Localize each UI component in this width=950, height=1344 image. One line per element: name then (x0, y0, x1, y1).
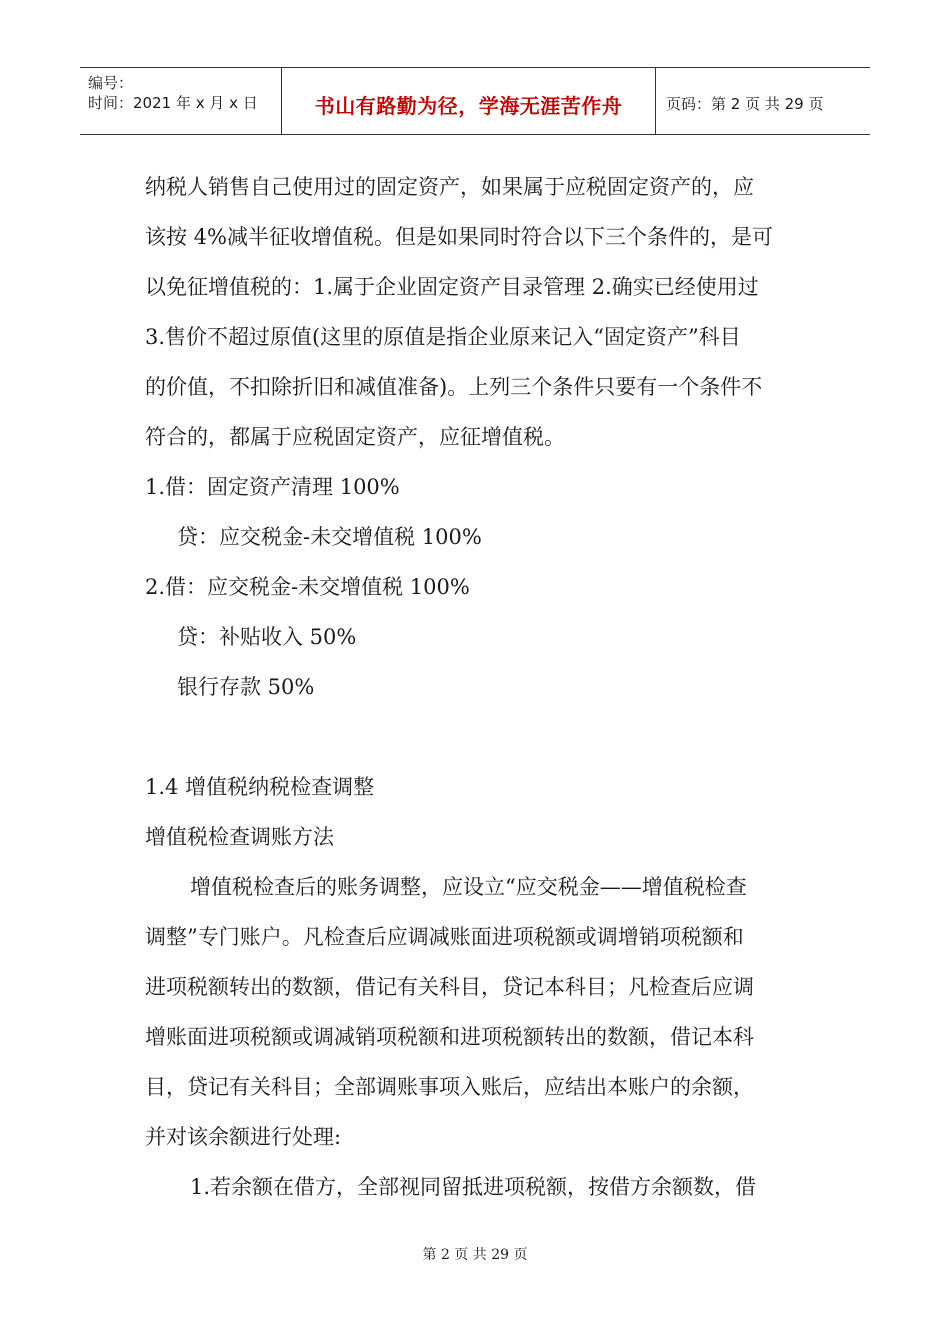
paragraph-line: 增值税检查后的账务调整，应设立“应交税金——增值税检查 (190, 875, 747, 899)
document-body (145, 162, 810, 1212)
journal-entry-credit: 银行存款 50% (177, 675, 315, 699)
paragraph-line: 目，贷记有关科目；全部调账事项入账后，应结出本账户的余额， (145, 1075, 754, 1099)
paragraph-line: 符合的，都属于应税固定资产，应征增值税。 (145, 425, 565, 449)
paragraph-line: 的价值，不扣除折旧和减值准备)。上列三个条件只要有一个条件不 (145, 375, 763, 399)
journal-entry-debit: 1.借：固定资产清理 100% (145, 475, 400, 499)
serial-number-label: 编号： (88, 74, 134, 92)
journal-entry-credit: 贷：应交税金-未交增值税 100% (177, 525, 482, 549)
subsection-title: 增值税检查调账方法 (145, 825, 334, 849)
header-page-cell (656, 68, 870, 134)
journal-entry-credit: 贷：补贴收入 50% (177, 625, 357, 649)
journal-entry-debit: 2.借：应交税金-未交增值税 100% (145, 575, 470, 599)
paragraph-line: 纳税人销售自己使用过的固定资产，如果属于应税固定资产的，应 (145, 175, 754, 199)
section-title: 1.4 增值税纳税检查调整 (145, 775, 375, 799)
header-motto-cell (282, 68, 656, 134)
header-page-number: 页码：第 2 页 共 29 页 (666, 95, 824, 113)
header-meta-cell (80, 68, 282, 134)
date-label: 时间：2021 年 x 月 x 日 (88, 94, 258, 112)
header-motto: 书山有路勤为径，学海无涯苦作舟 (314, 94, 623, 118)
paragraph-line: 1.若余额在借方，全部视同留抵进项税额，按借方余额数，借 (190, 1175, 757, 1199)
paragraph-line: 以免征增值税的：1.属于企业固定资产目录管理 2.确实已经使用过 (145, 275, 759, 299)
paragraph-line: 增账面进项税额或调减销项税额和进项税额转出的数额，借记本科 (145, 1025, 754, 1049)
paragraph-line: 进项税额转出的数额，借记有关科目，贷记本科目；凡检查后应调 (145, 975, 754, 999)
paragraph-line: 调整”专门账户。凡检查后应调减账面进项税额或调增销项税额和 (145, 925, 744, 949)
paragraph-line: 并对该余额进行处理: (145, 1125, 342, 1149)
paragraph-line: 3.售价不超过原值(这里的原值是指企业原来记入“固定资产”科目 (145, 325, 741, 349)
spacer (145, 712, 810, 762)
page-footer: 第 2 页 共 29 页 (422, 1247, 528, 1263)
paragraph-line: 该按 4%减半征收增值税。但是如果同时符合以下三个条件的，是可 (145, 225, 773, 249)
page-header (80, 67, 870, 135)
